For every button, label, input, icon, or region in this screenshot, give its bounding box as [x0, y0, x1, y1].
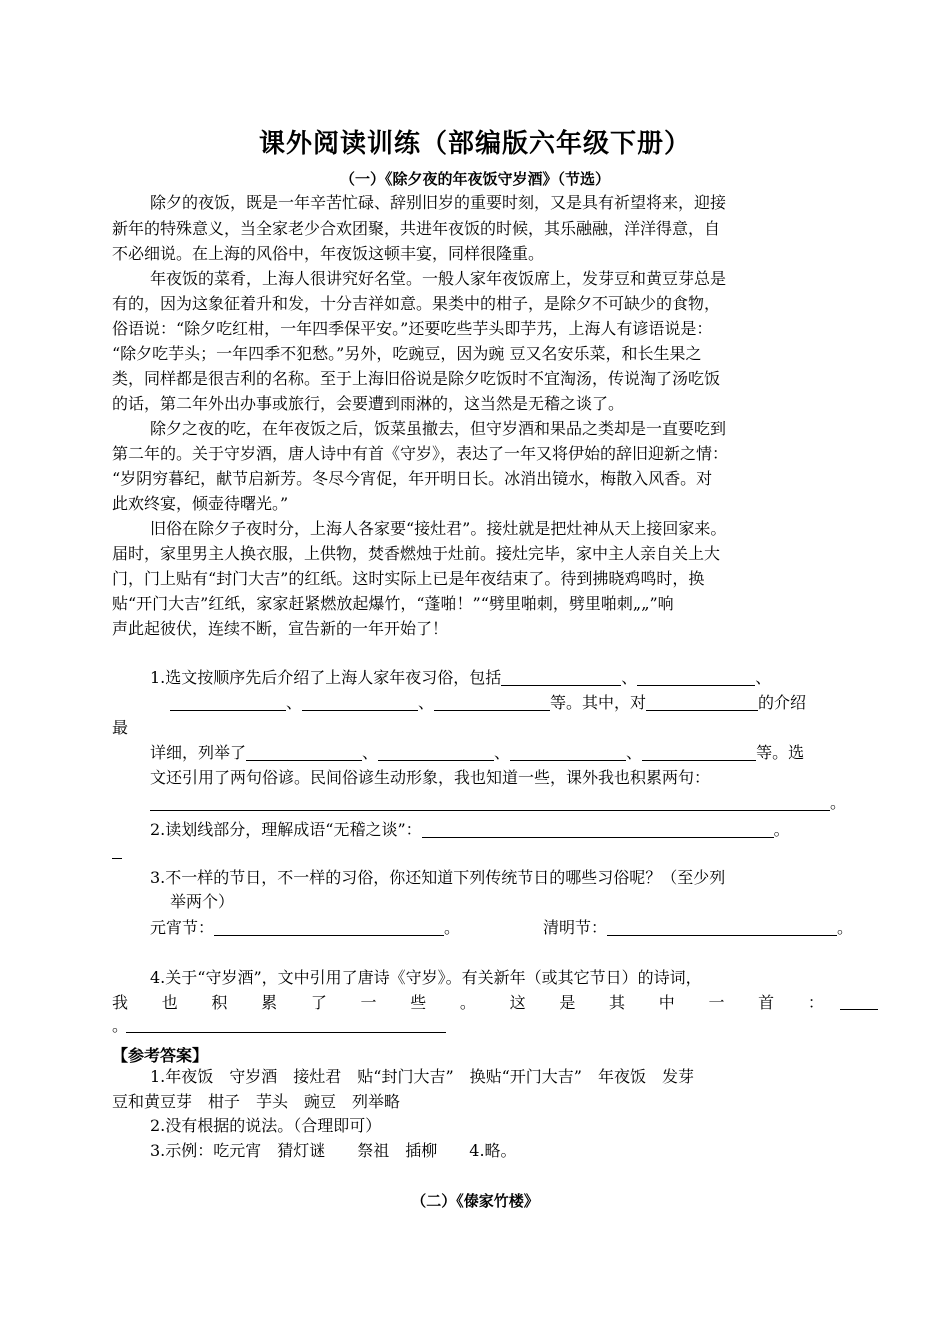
separator: 、	[494, 743, 511, 762]
answer-2: 2.没有根据的说法。（合理即可）	[150, 1116, 382, 1135]
spread-char: 一	[708, 993, 725, 1012]
question-text: 的介绍	[758, 693, 807, 712]
question-4-line-2	[112, 993, 824, 1013]
passage-line: 届时，家里男主人换衣服，上供物，焚香燃烛于灶前。接灶完毕，家中主人亲自关上大	[112, 544, 721, 563]
question-3-line-1: 3.不一样的节日，不一样的习俗，你还知道下列传统节日的哪些习俗呢？（至少列	[150, 868, 726, 887]
question-3-qingming	[543, 918, 853, 938]
period: 。	[773, 820, 790, 839]
question-text: 等。其中，对	[550, 693, 647, 712]
spread-char: 积	[211, 993, 228, 1012]
question-text: 清明节：	[543, 918, 608, 937]
spread-char: 。	[459, 993, 476, 1012]
passage-line: 除夕的夜饭，既是一年辛苦忙碌、辞别旧岁的重要时刻，又是具有祈望将来，迎接	[150, 193, 727, 212]
answer-3: 3.示例：吃元宵 猜灯谜 祭祖 插柳 4.略。	[150, 1141, 517, 1160]
answer-blank[interactable]	[302, 694, 418, 711]
question-1-line-4: 文还引用了两句俗谚。民间俗谚生动形象，我也知道一些，课外我也积累两句：	[150, 768, 711, 787]
spread-char: 一	[360, 993, 377, 1012]
question-text: 详细，列举了	[150, 743, 247, 762]
spread-char: 累	[261, 993, 278, 1012]
question-text: 2.读划线部分，理解成语“无稽之谈”：	[150, 820, 422, 839]
question-1-line-3	[150, 743, 804, 763]
spread-char: 了	[310, 993, 327, 1012]
answer-blank[interactable]	[642, 744, 756, 761]
separator: 、	[621, 668, 638, 687]
answer-blank[interactable]	[126, 1032, 446, 1033]
spread-char: ：	[807, 993, 824, 1012]
passage-line: 门，门上贴有“封门大吉”的红纸。这时实际上已是年夜结束了。待到拂晓鸡鸣时，换	[112, 569, 705, 588]
passage-line: 旧俗在除夕子夜时分，上海人各家要“接灶君”。接灶就是把灶神从天上接回家来。	[150, 519, 727, 538]
answer-blank[interactable]	[246, 744, 362, 761]
passage-line: 除夕之夜的吃，在年夜饭之后，饭菜虽撤去，但守岁酒和果品之类却是一直要吃到	[150, 419, 727, 438]
answer-blank[interactable]	[378, 744, 494, 761]
separator: 、	[286, 693, 303, 712]
document-title: 课外阅读训练（部编版六年级下册）	[258, 129, 691, 159]
spread-char: 这	[509, 993, 526, 1012]
question-3-yuanxiao	[150, 918, 460, 938]
question-1-line-1	[150, 668, 771, 688]
answer-blank[interactable]	[150, 794, 830, 811]
question-1-line-2	[170, 693, 806, 713]
question-text: 1.选文按顺序先后介绍了上海人家年夜习俗，包括	[150, 668, 502, 687]
answer-blank[interactable]	[637, 669, 755, 686]
question-text: 等。选	[756, 743, 805, 762]
passage-line: 有的，因为这象征着升和发，十分吉祥如意。果类中的柑子，是除夕不可缺少的食物，	[112, 294, 721, 313]
question-4-line-1: 4.关于“守岁酒”，文中引用了唐诗《守岁》。有关新年（或其它节日）的诗词，	[150, 968, 702, 987]
period: 。	[444, 918, 461, 937]
stray-underline	[112, 858, 122, 859]
question-1-line-5	[150, 793, 846, 813]
answer-header: 【参考答案】	[112, 1046, 209, 1065]
passage-line: 此欢终宴，倾壶待曙光。”	[112, 494, 289, 513]
answer-blank[interactable]	[840, 1009, 878, 1010]
passage-subtitle: （一）《除夕夜的年夜饭守岁酒》（节选）	[339, 170, 610, 188]
passage-line: 第二年的。关于守岁酒，唐人诗中有首《守岁》，表达了一年又将伊始的辞旧迎新之情：	[112, 444, 729, 463]
answer-1-line-2: 豆和黄豆芽 柑子 芋头 豌豆 列举略	[112, 1092, 401, 1111]
passage-line: “除夕吃芋头；一年四季不犯愁。”另外，吃豌豆，因为豌 豆又名安乐菜，和长生果之	[112, 344, 702, 363]
question-3-line-2: 举两个）	[170, 892, 235, 911]
question-4-line-3	[112, 1016, 128, 1036]
question-1-zui: 最	[112, 718, 129, 737]
spread-char: 我	[112, 993, 129, 1012]
question-text: 元宵节：	[150, 918, 215, 937]
answer-1-line-1: 1.年夜饭 守岁酒 接灶君 贴“封门大吉” 换贴“开门大吉” 年夜饭 发芽	[150, 1067, 694, 1086]
answer-blank[interactable]	[170, 694, 286, 711]
spread-char: 些	[410, 993, 427, 1012]
separator: 、	[362, 743, 379, 762]
answer-blank[interactable]	[501, 669, 621, 686]
passage-line: 不必细说。在上海的风俗中，年夜饭这顿丰宴，同样很隆重。	[112, 244, 545, 263]
passage-line: 类，同样都是很吉利的名称。至于上海旧俗说是除夕吃饭时不宜淘汤，传说淘了汤吃饭	[112, 369, 721, 388]
period: 。	[837, 918, 854, 937]
answer-blank[interactable]	[646, 694, 758, 711]
spread-char: 其	[609, 993, 626, 1012]
spread-char: 是	[559, 993, 576, 1012]
passage-line: 的话，第二年外出办事或旅行，会要遭到雨淋的，这当然是无稽之谈了。	[112, 394, 625, 413]
passage-line: 新年的特殊意义，当全家老少合欢团聚，共进年夜饭的时候，其乐融融，洋洋得意，自	[112, 219, 721, 238]
spread-char: 中	[658, 993, 675, 1012]
passage-line: 贴“开门大吉”红纸，家家赶紧燃放起爆竹，“蓬啪！”“劈里啪刺，劈里啪刺„„”响	[112, 594, 674, 613]
passage-line: 年夜饭的菜肴，上海人很讲究好名堂。一般人家年夜饭席上，发芽豆和黄豆芽总是	[150, 269, 727, 288]
separator: 、	[418, 693, 435, 712]
spread-char: 首	[758, 993, 775, 1012]
passage-line: “岁阴穷暮纪，献节启新芳。冬尽今宵促，年开明日长。冰消出镜水，梅散入风香。对	[112, 469, 713, 488]
answer-blank[interactable]	[510, 744, 626, 761]
separator: 、	[626, 743, 643, 762]
answer-blank[interactable]	[607, 919, 837, 936]
period: 。	[830, 793, 847, 812]
answer-blank[interactable]	[214, 919, 444, 936]
passage-line: 声此起彼伏，连续不断，宣告新的一年开始了！	[112, 619, 449, 638]
separator: 、	[755, 668, 772, 687]
period: 。	[112, 1016, 129, 1035]
spread-char: 也	[161, 993, 178, 1012]
section-2-title: （二）《傣家竹楼》	[411, 1192, 539, 1210]
question-2	[150, 820, 790, 840]
answer-blank[interactable]	[422, 821, 774, 838]
passage-line: 俗语说：“除夕吃红柑，一年四季保平安。”还要吃些芋头即芋艿，上海人有谚语说是：	[112, 319, 713, 338]
answer-blank[interactable]	[434, 694, 550, 711]
